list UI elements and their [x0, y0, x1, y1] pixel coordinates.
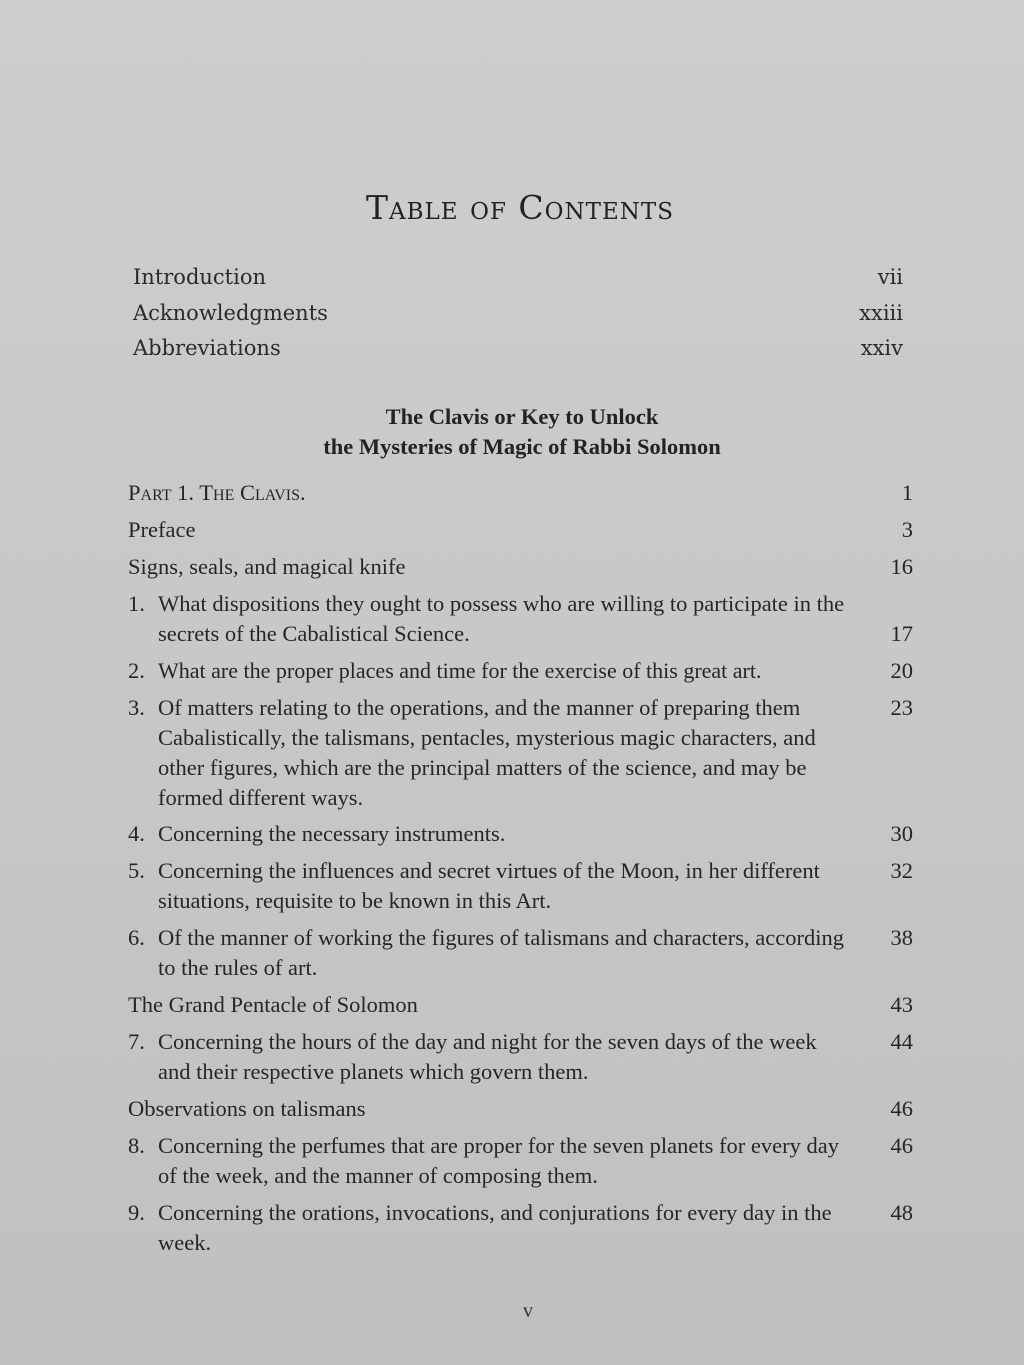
toc-entry-page: 46: [890, 1133, 913, 1158]
toc-entry-text: Preface: [128, 517, 196, 542]
toc-entry-number: 9.: [128, 1200, 145, 1225]
front-matter-list: [133, 260, 903, 367]
toc-entry: [128, 478, 913, 515]
toc-entry: [128, 1198, 913, 1265]
front-matter-row: [133, 260, 903, 296]
toc-entry-page: 30: [890, 821, 913, 846]
toc-entry: [128, 990, 913, 1027]
toc-entry-number: 3.: [128, 695, 145, 720]
toc-entry: [128, 1027, 913, 1094]
front-matter-row: [133, 331, 903, 367]
toc-entry-page: 44: [890, 1029, 913, 1054]
front-matter-label: Acknowledgments: [133, 300, 328, 325]
toc-entry-page: 46: [890, 1096, 913, 1121]
toc-entry-text: Of matters relating to the operations, and the manner of preparing them Cabalistically, the talismans, pentacles, mysterious magic characters, and other figures, which are the principal matters of the science, and may be formed different ways.: [158, 695, 816, 810]
toc-entry: [128, 656, 913, 693]
toc-entry: [128, 693, 913, 819]
toc-entry: [128, 819, 913, 856]
toc-entry-number: 2.: [128, 658, 145, 683]
toc-entry: [128, 923, 913, 990]
toc-entry-text: The Grand Pentacle of Solomon: [128, 992, 418, 1017]
toc-entry-number: 7.: [128, 1029, 145, 1054]
front-matter-label: Introduction: [133, 265, 266, 289]
toc-entry-page: 38: [890, 925, 913, 950]
front-matter-row: [133, 296, 903, 332]
page-title: Table of Contents: [366, 188, 674, 227]
front-matter-page: vii: [877, 265, 903, 289]
toc-entry-text: Of the manner of working the figures of talismans and characters, according to the rules of art.: [158, 925, 844, 980]
toc-entry-text: Concerning the necessary instruments.: [158, 821, 506, 846]
toc-entry-text: Concerning the orations, invocations, and conjurations for every day in the week.: [158, 1200, 832, 1255]
front-matter-label: Abbreviations: [133, 336, 281, 360]
toc-entry-text: Concerning the influences and secret virtues of the Moon, in her different situations, requisite to be known in this Art.: [158, 858, 820, 913]
toc-entry: [128, 515, 913, 552]
toc-entry-text: What are the proper places and time for the exercise of this great art.: [158, 658, 762, 683]
toc-entry-page: 43: [890, 992, 913, 1017]
toc-entry-page: 48: [890, 1200, 913, 1225]
toc-entry-text: Concerning the hours of the day and night for the seven days of the week and their respective planets which govern them.: [158, 1029, 817, 1084]
toc-entry-page: 20: [890, 658, 913, 683]
section-heading: [0, 402, 1024, 462]
toc-entry-page: 16: [890, 554, 913, 579]
toc-entry-text: What dispositions they ought to possess who are willing to participate in the secrets of the Cabalistical Science.: [158, 591, 845, 646]
section-heading-line: the Mysteries of Magic of Rabbi Solomon: [323, 434, 721, 459]
toc-entry: [128, 552, 913, 589]
toc-entry: [128, 1094, 913, 1131]
front-matter-page: xxiv: [860, 336, 903, 360]
page-number: v: [523, 1300, 533, 1322]
toc-entry: [128, 1131, 913, 1198]
toc-entry: [128, 856, 913, 923]
toc-entry: [128, 589, 913, 656]
toc-entry-text: Signs, seals, and magical knife: [128, 554, 406, 579]
toc-entry-number: 1.: [128, 591, 145, 616]
toc-entry-number: 6.: [128, 925, 145, 950]
toc-entry-page: 32: [890, 858, 913, 883]
toc-entry-page: 23: [890, 695, 913, 720]
toc-entry-number: 4.: [128, 821, 145, 846]
toc-entries: [128, 478, 913, 1265]
toc-entry-page: 1: [901, 480, 913, 505]
front-matter-page: xxiii: [859, 300, 903, 325]
toc-entry-text: Concerning the perfumes that are proper for the seven planets for every day of the week, and the manner of composing them.: [158, 1133, 839, 1188]
toc-entry-text: Part 1. The Clavis.: [128, 480, 306, 505]
toc-entry-page: 3: [901, 517, 913, 542]
toc-entry-page: 17: [890, 621, 913, 646]
toc-entry-number: 8.: [128, 1133, 145, 1158]
toc-entry-text: Observations on talismans: [128, 1096, 366, 1121]
section-heading-line: The Clavis or Key to Unlock: [385, 404, 659, 429]
toc-entry-number: 5.: [128, 858, 145, 883]
